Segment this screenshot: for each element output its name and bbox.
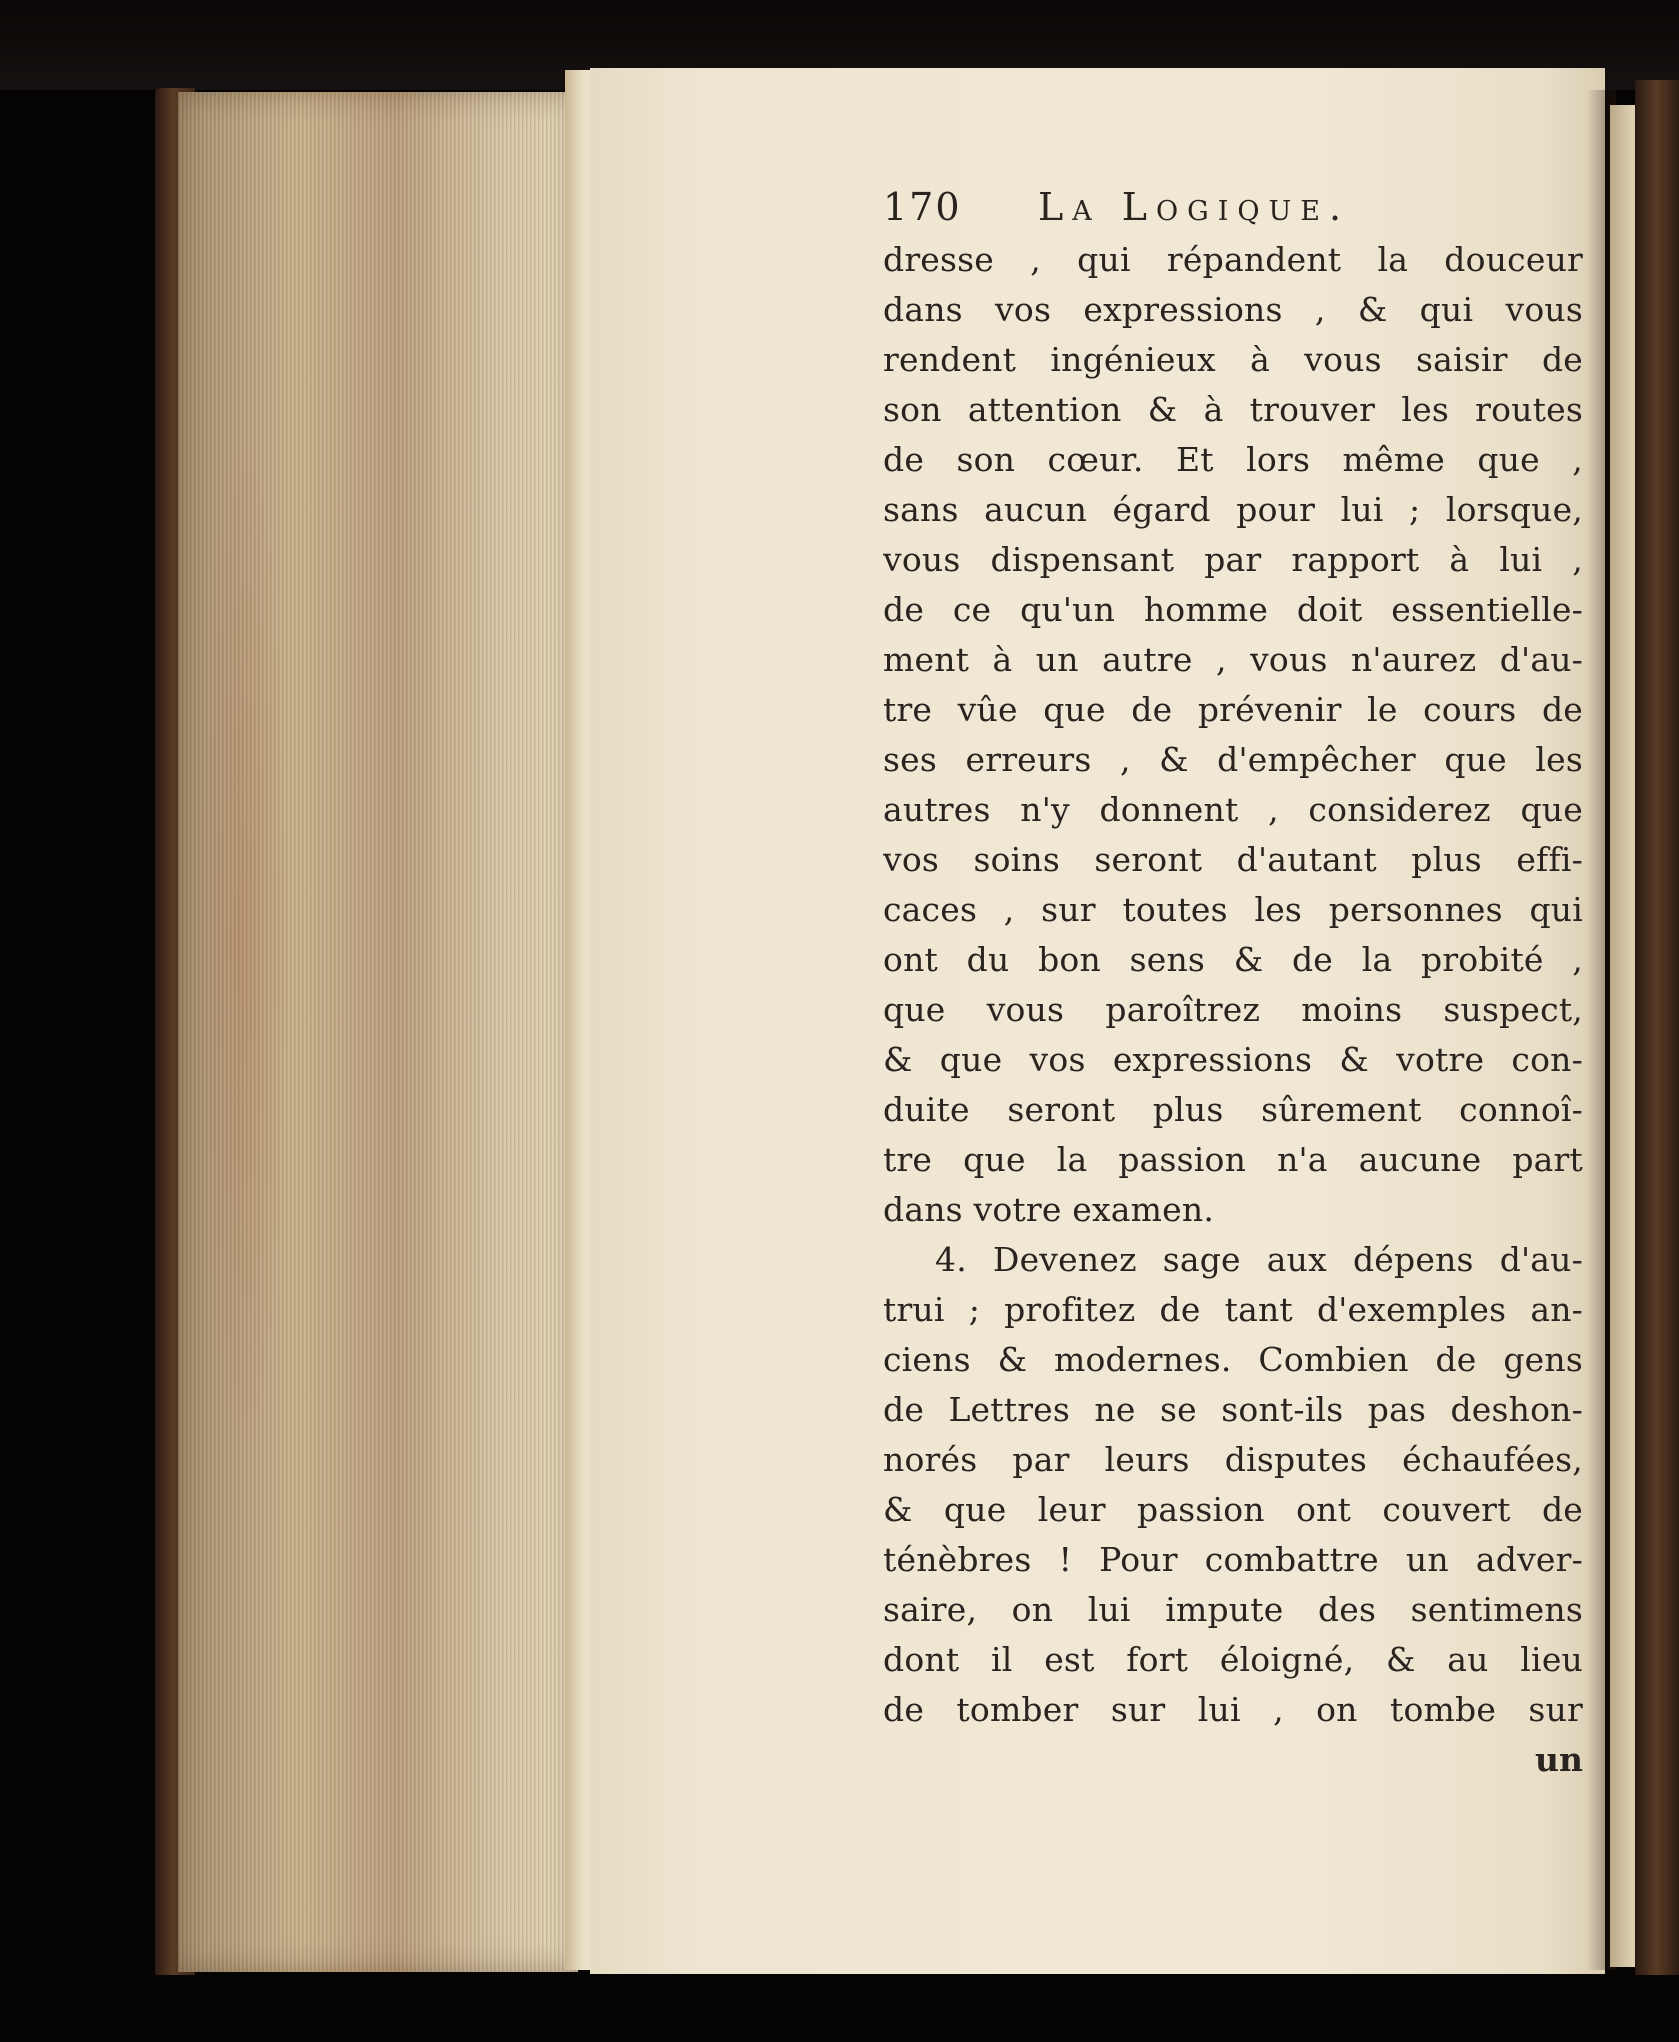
text-line: rendent ingénieux à vous saisir de <box>883 340 1583 379</box>
text-line: que vous paroîtrez moins suspect, <box>883 990 1583 1029</box>
page-edges <box>178 92 578 1972</box>
text-line: ont du bon sens & de la probité , <box>883 940 1583 979</box>
text-line: tre que la passion n'a aucune part <box>883 1140 1583 1179</box>
running-title: La Logique. <box>1038 185 1351 229</box>
text-line: autres n'y donnent , considerez que <box>883 790 1583 829</box>
text-line: saire, on lui impute des sentimens <box>883 1590 1583 1629</box>
running-head <box>883 185 1583 235</box>
text-line: caces , sur toutes les personnes qui <box>883 890 1583 929</box>
text-line: vos soins seront d'autant plus effi- <box>883 840 1583 879</box>
catchword: un <box>1535 1740 1583 1779</box>
text-line: de ce qu'un homme doit essentielle- <box>883 590 1583 629</box>
text-line: dans vos expressions , & qui vous <box>883 290 1583 329</box>
page-text <box>883 185 1583 1785</box>
text-line: de son cœur. Et lors même que , <box>883 440 1583 479</box>
paragraph-2 <box>883 1235 1583 1735</box>
text-line: de tomber sur lui , on tombe sur <box>883 1690 1583 1729</box>
text-line: ténèbres ! Pour combattre un adver- <box>883 1540 1583 1579</box>
text-line: norés par leurs disputes échaufées, <box>883 1440 1583 1479</box>
text-line: son attention & à trouver les routes <box>883 390 1583 429</box>
text-line: duite seront plus sûrement connoî- <box>883 1090 1583 1129</box>
text-line: 4. Devenez sage aux dépens d'au- <box>935 1240 1583 1279</box>
paragraph-1 <box>883 235 1583 1235</box>
text-line: ment à un autre , vous n'aurez d'au- <box>883 640 1583 679</box>
text-line: & que leur passion ont couvert de <box>883 1490 1583 1529</box>
text-line: dresse , qui répandent la douceur <box>883 240 1583 279</box>
text-line: ciens & modernes. Combien de gens <box>883 1340 1583 1379</box>
text-line: de Lettres ne se sont-ils pas deshon- <box>883 1390 1583 1429</box>
page-number: 170 <box>883 185 962 229</box>
background-bottom <box>0 1975 1679 2042</box>
text-line: sans aucun égard pour lui ; lorsque, <box>883 490 1583 529</box>
text-line: ses erreurs , & d'empêcher que les <box>883 740 1583 779</box>
text-line: tre vûe que de prévenir le cours de <box>883 690 1583 729</box>
text-line: dans votre examen. <box>883 1190 1215 1229</box>
text-line: dont il est fort éloigné, & au lieu <box>883 1640 1583 1679</box>
book-cover-right <box>1635 80 1679 1990</box>
text-line: vous dispensant par rapport à lui , <box>883 540 1583 579</box>
text-line: & que vos expressions & votre con- <box>883 1040 1583 1079</box>
text-line: trui ; profitez de tant d'exemples an- <box>883 1290 1583 1329</box>
